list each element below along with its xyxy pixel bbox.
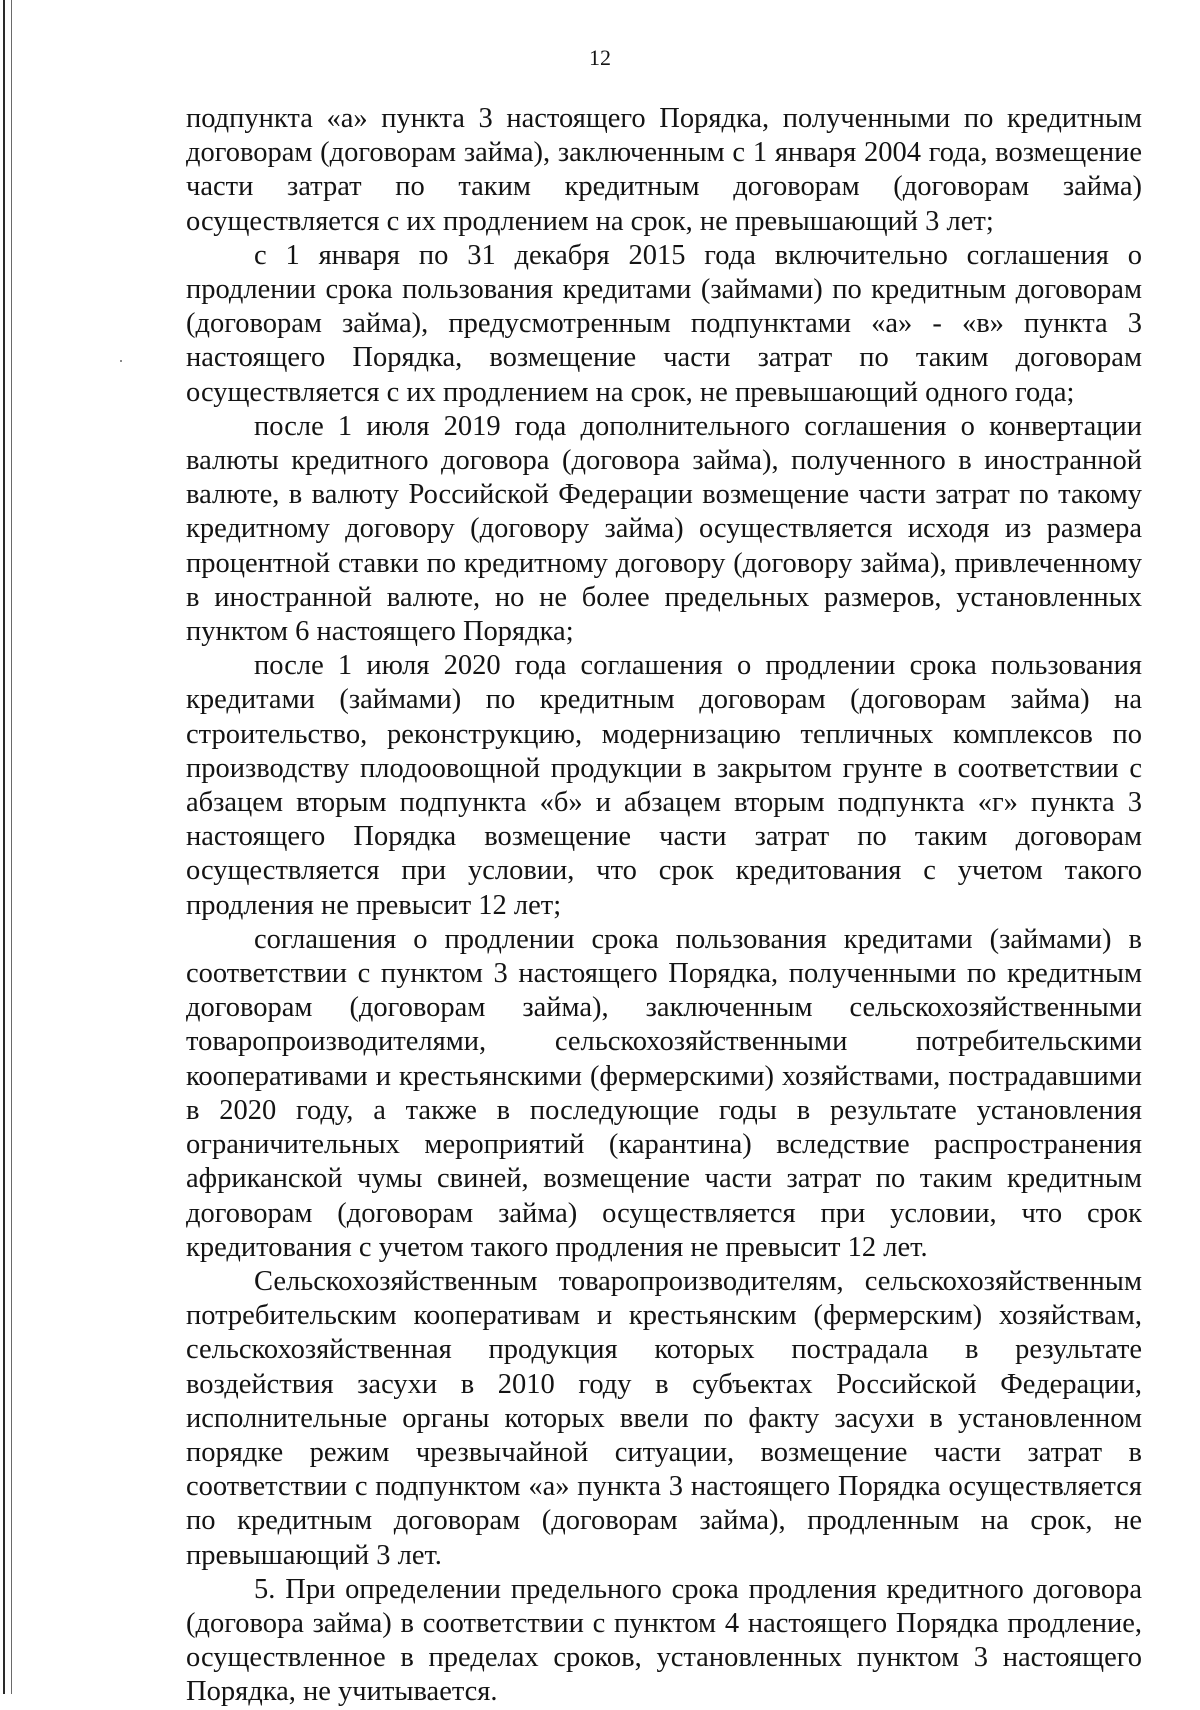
paragraph-1: подпункта «а» пункта 3 настоящего Порядка, полученными по кредитным договорам (договорам займа), заключенным с 1 января 2004 года, возмещение части затрат по таким кредитным договорам (договорам займа) осуществляется с их продлением на срок, не превышающий 3 лет; xyxy=(186,103,1142,237)
paragraph-5: соглашения о продлении срока пользования кредитами (займами) в соответствии с пунктом 3 настоящего Порядка, полученными по кредитным договорам (договорам займа), заключенным сельскохозяйственными товаропроизводителями, сельскохозяйственными потребительскими кооперативами и крестьянскими (фермерскими) хозяйствами, пострадавшими в 2020 году, а также в последующие годы в результате установления ограничительных мероприятий (карантина) вследствие распространения африканской чумы свиней, возмещение части затрат по таким кредитным договорам (договорам займа) осуществляется при условии, что срок кредитования с учетом такого продления не превысит 12 лет. xyxy=(186,923,1142,1263)
scan-border-left-inner xyxy=(11,0,12,1694)
paragraph-6: Сельскохозяйственным товаропроизводителям, сельскохозяйственным потребительским кооперативам и крестьянским (фермерским) хозяйствам, сельскохозяйственная продукция которых пострадала в результате воздействия засухи в 2010 году в субъектах Российской Федерации, исполнительные органы которых ввели по факту засухи в установленном порядке режим чрезвычайной ситуации, возмещение части затрат в соответствии с подпунктом «а» пункта 3 настоящего Порядка осуществляется по кредитным договорам (договорам займа), продленным на срок, не превышающий 3 лет. xyxy=(186,1265,1142,1571)
paragraph-2: с 1 января по 31 декабря 2015 года включительно соглашения о продлении срока пользования кредитами (займами) по кредитным договорам (договорам займа), предусмотренным подпунктами «а» - «в» пункта 3 настоящего Порядка, возмещение части затрат по таким договорам осуществляется с их продлением на срок, не превышающий одного года; xyxy=(186,239,1142,408)
document-body xyxy=(186,102,1142,1710)
page-number: 12 xyxy=(589,45,611,70)
paragraph-3: после 1 июля 2019 года дополнительного соглашения о конвертации валюты кредитного договора (договора займа), полученного в иностранной валюте, в валюту Российской Федерации возмещение части затрат по такому кредитному договору (договору займа) осуществляется исходя из размера процентной ставки по кредитному договору (договору займа), привлеченному в иностранной валюте, но не более предельных размеров, установленных пунктом 6 настоящего Порядка; xyxy=(186,410,1142,648)
paragraph-4: после 1 июля 2020 года соглашения о продлении срока пользования кредитами (займами) по кредитным договорам (договорам займа) на строительство, реконструкцию, модернизацию тепличных комплексов по производству плодоовощной продукции в закрытом грунте в соответствии с абзацем вторым подпункта «б» и абзацем вторым подпункта «г» пункта 3 настоящего Порядка возмещение части затрат по таким договорам осуществляется при условии, что срок кредитования с учетом такого продления не превысит 12 лет; xyxy=(186,650,1142,921)
paragraph-7: 5. При определении предельного срока продления кредитного договора (договора займа) в соответствии с пунктом 4 настоящего Порядка продление, осуществленное в пределах сроков, установленных пунктом 3 настоящего Порядка, не учитывается. xyxy=(186,1573,1142,1708)
scan-border-left xyxy=(3,0,5,1694)
scan-speck xyxy=(120,360,122,362)
